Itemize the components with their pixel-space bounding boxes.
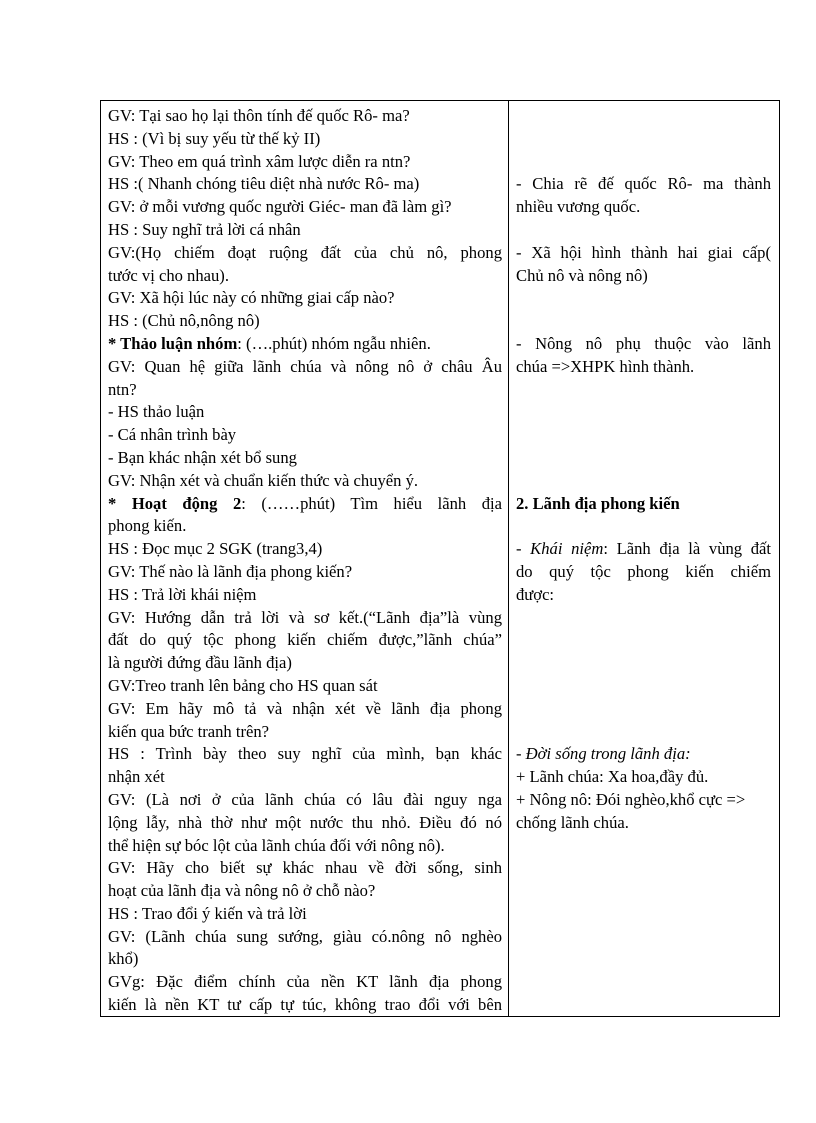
left-text-line [108, 379, 502, 402]
line-text: + Nông nô: Đói nghèo,khổ cực => [516, 789, 746, 809]
line-text: lộng lẫy, nhà thờ như một nước thu nhỏ. Điều đó nó [108, 812, 502, 832]
left-text-line [108, 493, 502, 516]
line-text: chúa =>XHPK hình thành. [516, 356, 695, 376]
left-text-line [108, 971, 502, 994]
spacer-line [516, 151, 771, 174]
line-text: HS : Trình bày theo suy nghĩ của mình, bạn khác [108, 744, 502, 764]
left-text-line [108, 447, 502, 470]
line-text: GV: Hãy cho biết sự khác nhau về đời sống, sinh [108, 858, 502, 878]
left-text-line [108, 356, 502, 379]
line-text: + Lãnh chúa: Xa hoa,đầy đủ. [516, 767, 709, 787]
right-text-line [516, 561, 771, 584]
left-text-line [108, 652, 502, 675]
line-text: - Cá nhân trình bày [108, 425, 237, 445]
line-text: GV: (Là nơi ở của lãnh chúa có lâu đài nguy nga [108, 789, 502, 809]
line-text: nhận xét [108, 767, 165, 787]
right-text-line [516, 242, 771, 265]
right-text-line [516, 538, 771, 561]
right-text-line [516, 766, 771, 789]
line-text: GV: Xã hội lúc này có những giai cấp nào? [108, 288, 395, 308]
line-text: Chủ nô và nông nô) [516, 265, 648, 285]
spacer-line [516, 470, 771, 493]
left-text-line [108, 287, 502, 310]
bold-heading: 2. Lãnh địa phong kiến [516, 493, 680, 513]
line-text: hoạt của lãnh địa và nông nô ở chỗ nào? [108, 881, 376, 901]
left-text-line [108, 561, 502, 584]
line-text: GV: (Lãnh chúa sung sướng, giàu có.nông nô nghèo [108, 926, 502, 946]
line-text: GVg: Đặc điểm chính của nền KT lãnh địa phong [108, 972, 502, 992]
left-text-line [108, 151, 502, 174]
right-text-line [516, 333, 771, 356]
spacer-line [516, 652, 771, 675]
spacer-line [516, 219, 771, 242]
spacer-line [516, 128, 771, 151]
line-text: GV: ở mỗi vương quốc người Giéc- man đã làm gì? [108, 197, 452, 217]
spacer-line [516, 287, 771, 310]
line-text: GV: Tại sao họ lại thôn tính đế quốc Rô- ma? [108, 106, 410, 125]
line-text: GV:(Họ chiếm đoạt ruộng đất của chủ nô, phong [108, 242, 502, 262]
line-text: HS : Trao đổi ý kiến và trả lời [108, 903, 307, 923]
spacer-line [516, 310, 771, 333]
line-text: phong kiến. [108, 516, 187, 536]
left-text-line [108, 698, 502, 721]
right-text-line [516, 493, 771, 516]
left-text-line [108, 743, 502, 766]
spacer-line [516, 721, 771, 744]
left-text-line [108, 629, 502, 652]
left-text-line [108, 675, 502, 698]
spacer-line [516, 379, 771, 402]
line-text: HS : Đọc mục 2 SGK (trang3,4) [108, 539, 323, 559]
line-text: là người đứng đầu lãnh địa) [108, 653, 292, 673]
left-text-line [108, 812, 502, 835]
left-text-line [108, 584, 502, 607]
left-text-line [108, 538, 502, 561]
right-text-line [516, 584, 771, 607]
line-text: GV: Hướng dẫn trả lời và sơ kết.(“Lãnh địa”là vùng [108, 607, 502, 627]
line-text: HS :( Nhanh chóng tiêu diệt nhà nước Rô- ma) [108, 174, 420, 194]
line-text: - Xã hội hình thành hai giai cấp( [516, 242, 771, 262]
right-text-line [516, 196, 771, 219]
line-text: GV: Theo em quá trình xâm lược diễn ra ntn? [108, 151, 411, 171]
italic-label: - Khái niệm [516, 539, 604, 559]
line-text: HS : Trả lời khái niệm [108, 584, 257, 604]
activities-column [101, 101, 509, 1016]
line-text: - Nông nô phụ thuộc vào lãnh [516, 333, 771, 353]
spacer-line [516, 447, 771, 470]
line-text: HS : Suy nghĩ trả lời cá nhân [108, 219, 301, 239]
line-text: - Bạn khác nhận xét bổ sung [108, 447, 297, 467]
left-text-line [108, 196, 502, 219]
line-text: : (….phút) nhóm ngẫu nhiên. [237, 333, 431, 353]
right-text-line [516, 356, 771, 379]
line-text: GV: Quan hệ giữa lãnh chúa và nông nô ở châu Âu [108, 356, 502, 376]
right-text-line [516, 265, 771, 288]
left-text-line [108, 105, 502, 128]
line-text: do quý tộc phong kiến chiếm [516, 561, 771, 581]
line-text: đất do quý tộc phong kiến chiếm được,”lãnh chúa” [108, 630, 502, 650]
line-text: HS : (Chủ nô,nông nô) [108, 311, 260, 331]
spacer-line [516, 424, 771, 447]
left-text-line [108, 607, 502, 630]
right-text-line [516, 789, 771, 812]
left-text-line [108, 173, 502, 196]
line-text: : Lãnh địa là vùng đất [603, 539, 772, 559]
spacer-line [516, 675, 771, 698]
line-text: GV:Treo tranh lên bảng cho HS quan sát [108, 675, 378, 695]
lesson-table [100, 100, 780, 1017]
left-text-line [108, 857, 502, 880]
left-text-line [108, 424, 502, 447]
left-text-line [108, 128, 502, 151]
left-text-line [108, 835, 502, 858]
left-text-line [108, 766, 502, 789]
line-text: thể hiện sự bóc lột của lãnh chúa đối với nông nô). [108, 835, 445, 855]
right-text-line [516, 173, 771, 196]
italic-label: - Đời sống trong lãnh địa: [516, 744, 691, 764]
content-column [509, 101, 779, 1016]
line-text: kiến là nền KT tư cấp tự túc, không trao đổi với bên [108, 995, 502, 1015]
line-text: GV: Nhận xét và chuẩn kiến thức và chuyển ý. [108, 470, 419, 490]
line-text: tước vị cho nhau). [108, 265, 229, 285]
left-text-line [108, 903, 502, 926]
left-text-line [108, 926, 502, 949]
line-text: : (……phút) Tìm hiểu lãnh địa [241, 493, 502, 513]
left-text-line [108, 265, 502, 288]
left-text-line [108, 994, 502, 1017]
left-text-line [108, 721, 502, 744]
line-text: được: [516, 584, 555, 604]
line-text: - HS thảo luận [108, 402, 205, 422]
line-text: ntn? [108, 379, 137, 399]
line-text: HS : (Vì bị suy yếu từ thế kỷ II) [108, 128, 321, 148]
left-text-line [108, 470, 502, 493]
line-text: GV: Em hãy mô tả và nhận xét về lãnh địa phong [108, 698, 502, 718]
spacer-line [516, 629, 771, 652]
left-text-line [108, 789, 502, 812]
bold-heading: * Hoạt động 2 [108, 493, 242, 513]
spacer-line [516, 401, 771, 424]
right-text-line [516, 812, 771, 835]
left-text-line [108, 219, 502, 242]
bold-heading: * Thảo luận nhóm [108, 333, 238, 353]
line-text: khổ) [108, 949, 139, 969]
line-text: kiến qua bức tranh trên? [108, 721, 270, 741]
left-text-line [108, 242, 502, 265]
left-text-line [108, 515, 502, 538]
spacer-line [516, 698, 771, 721]
line-text: chống lãnh chúa. [516, 812, 629, 832]
spacer-line [516, 105, 771, 128]
line-text: - Chia rẽ đế quốc Rô- ma thành [516, 174, 771, 194]
right-text-line [516, 743, 771, 766]
left-text-line [108, 880, 502, 903]
spacer-line [516, 607, 771, 630]
line-text: nhiều vương quốc. [516, 197, 641, 217]
left-text-line [108, 310, 502, 333]
spacer-line [516, 515, 771, 538]
left-text-line [108, 401, 502, 424]
left-text-line [108, 948, 502, 971]
left-text-line [108, 333, 502, 356]
line-text: GV: Thế nào là lãnh địa phong kiến? [108, 561, 353, 581]
